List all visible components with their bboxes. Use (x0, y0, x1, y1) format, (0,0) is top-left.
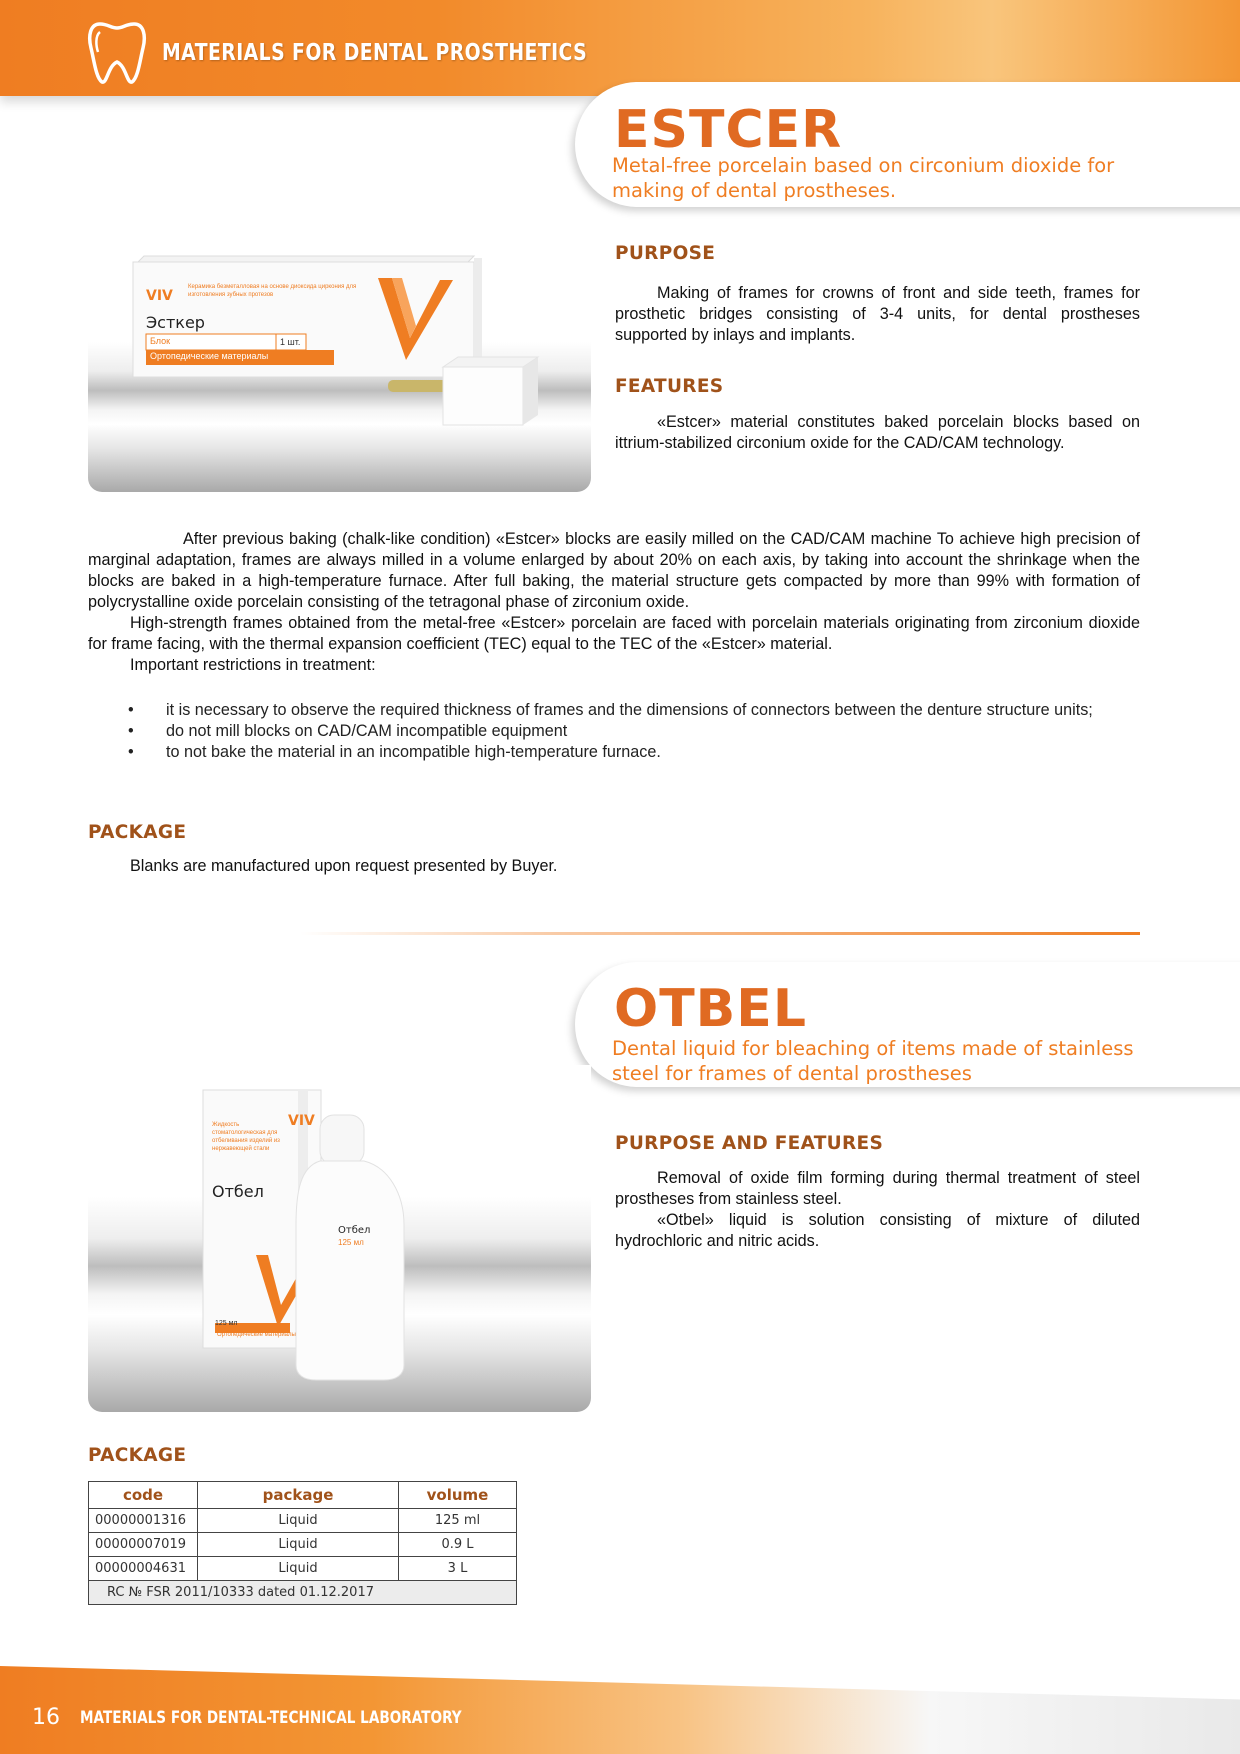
estcer-description (88, 529, 1140, 676)
registration-certificate: RC № FSR 2011/10333 dated 01.12.2017 (89, 1581, 517, 1605)
footer-title: MATERIALS FOR DENTAL-TECHNICAL LABORATORY (80, 1708, 462, 1728)
estcer-title: ESTCER (614, 100, 843, 160)
otbel-box-category: Ортопедические материалы (217, 1332, 296, 1338)
cell-code: 00000007019 (89, 1533, 198, 1557)
otbel-bottle-name: Отбел (338, 1225, 371, 1236)
otbel-box-tiny-text: Жидкость стоматологическая для отбеливания изделий из нержавеющей стали (212, 1122, 280, 1152)
estcer-box-brand: VIV (146, 288, 173, 304)
estcer-body-paragraph-1: After previous baking (chalk-like condition) «Estcer» blocks are easily milled on the CAD/CAM machine To achieve high precision of marginal adaptation, frames are always milled in a volume enlarged by about 20% on each axis, by taking into account the shrinkage when the blocks are baked in a high-temperature furnace. After full baking, the material structure gets compacted by more than 99% with formation of polycrystalline oxide porcelain consisting of the tetragonal phase of zirconium oxide. (88, 530, 1140, 611)
estcer-box-tiny-text: Керамика безметалловая на основе диоксида циркония для изготовления зубных протезов (188, 284, 357, 298)
header-title: MATERIALS FOR DENTAL PROSTHETICS (162, 40, 588, 66)
bullet-marker: • (128, 722, 134, 740)
otbel-title: OTBEL (614, 979, 807, 1039)
table-footer-row (89, 1581, 517, 1605)
restriction-text: to not bake the material in an incompatible high-temperature furnace. (166, 743, 661, 761)
otbel-package-table (88, 1481, 517, 1605)
otbel-bottle-volume: 125 мл (338, 1238, 364, 1247)
bullet-marker: • (128, 743, 134, 761)
otbel-features-paragraph-2: «Otbel» liquid is solution consisting of mixture of diluted hydrochloric and nitric acids. (615, 1211, 1140, 1250)
estcer-package-text (88, 856, 1140, 877)
estcer-subtitle: Metal-free porcelain based on circonium dioxide for making of dental prostheses. (612, 154, 1115, 202)
cell-volume: 125 ml (399, 1509, 517, 1533)
cell-package: Liquid (198, 1533, 399, 1557)
column-header-package: package (198, 1482, 399, 1509)
estcer-box-name: Эсткер (146, 313, 205, 332)
table-row (89, 1533, 517, 1557)
tooth-icon (86, 18, 148, 86)
page-number: 16 (32, 1705, 60, 1730)
otbel-package-heading: PACKAGE (88, 1445, 187, 1466)
estcer-purpose-text (615, 283, 1140, 346)
estcer-purpose-heading: PURPOSE (615, 243, 716, 264)
cell-package: Liquid (198, 1509, 399, 1533)
list-item (88, 742, 1140, 763)
table-header-row (89, 1482, 517, 1509)
restriction-text: it is necessary to observe the required thickness of frames and the dimensions of connectors between the denture structure units; (166, 701, 1093, 719)
cell-package: Liquid (198, 1557, 399, 1581)
estcer-restrictions-label: Important restrictions in treatment: (130, 656, 376, 674)
otbel-box-volume: 125 мл (215, 1320, 238, 1327)
bullet-marker: • (128, 701, 134, 719)
otbel-features-heading: PURPOSE AND FEATURES (615, 1133, 884, 1154)
table-row (89, 1509, 517, 1533)
otbel-box-brand: VIV (288, 1113, 315, 1129)
estcer-features-text (615, 412, 1140, 454)
otbel-features-text (615, 1168, 1140, 1252)
list-item (88, 700, 1140, 721)
restriction-text: do not mill blocks on CAD/CAM incompatible equipment (166, 722, 568, 740)
otbel-subtitle: Dental liquid for bleaching of items made of stainless steel for frames of dental prostheses (612, 1037, 1134, 1085)
column-header-volume: volume (399, 1482, 517, 1509)
estcer-body-paragraph-2: High-strength frames obtained from the metal-free «Estcer» porcelain are faced with porcelain materials originating from zirconium dioxide for frame facing, with the thermal expansion coefficient (TEC) equal to the TEC of the «Estcer» material. (88, 614, 1140, 653)
column-header-code: code (89, 1482, 198, 1509)
cell-volume: 3 L (399, 1557, 517, 1581)
estcer-features-heading: FEATURES (615, 376, 724, 397)
cell-code: 00000004631 (89, 1557, 198, 1581)
estcer-box-category: Ортопедические материалы (150, 351, 269, 361)
cell-volume: 0.9 L (399, 1533, 517, 1557)
otbel-product-image (88, 1065, 591, 1412)
estcer-box-field-label: Блок (150, 336, 171, 346)
cell-code: 00000001316 (89, 1509, 198, 1533)
list-item (88, 721, 1140, 742)
estcer-purpose-paragraph: Making of frames for crowns of front and side teeth, frames for prosthetic bridges consisting of 3-4 units, for dental prostheses supported by inlays and implants. (615, 284, 1140, 344)
estcer-box-field-value: 1 шт. (280, 337, 301, 347)
estcer-product-image (88, 250, 591, 492)
estcer-package-paragraph: Blanks are manufactured upon request presented by Buyer. (130, 857, 558, 875)
otbel-features-paragraph-1: Removal of oxide film forming during thermal treatment of steel prostheses from stainless steel. (615, 1169, 1140, 1208)
table-row (89, 1557, 517, 1581)
section-divider (300, 932, 1140, 935)
estcer-package-heading: PACKAGE (88, 822, 187, 843)
estcer-restrictions-list (88, 700, 1140, 763)
otbel-box-name: Отбел (212, 1182, 264, 1201)
estcer-features-paragraph: «Estcer» material constitutes baked porcelain blocks based on ittrium-stabilized circonium oxide for the CAD/CAM technology. (615, 413, 1140, 452)
